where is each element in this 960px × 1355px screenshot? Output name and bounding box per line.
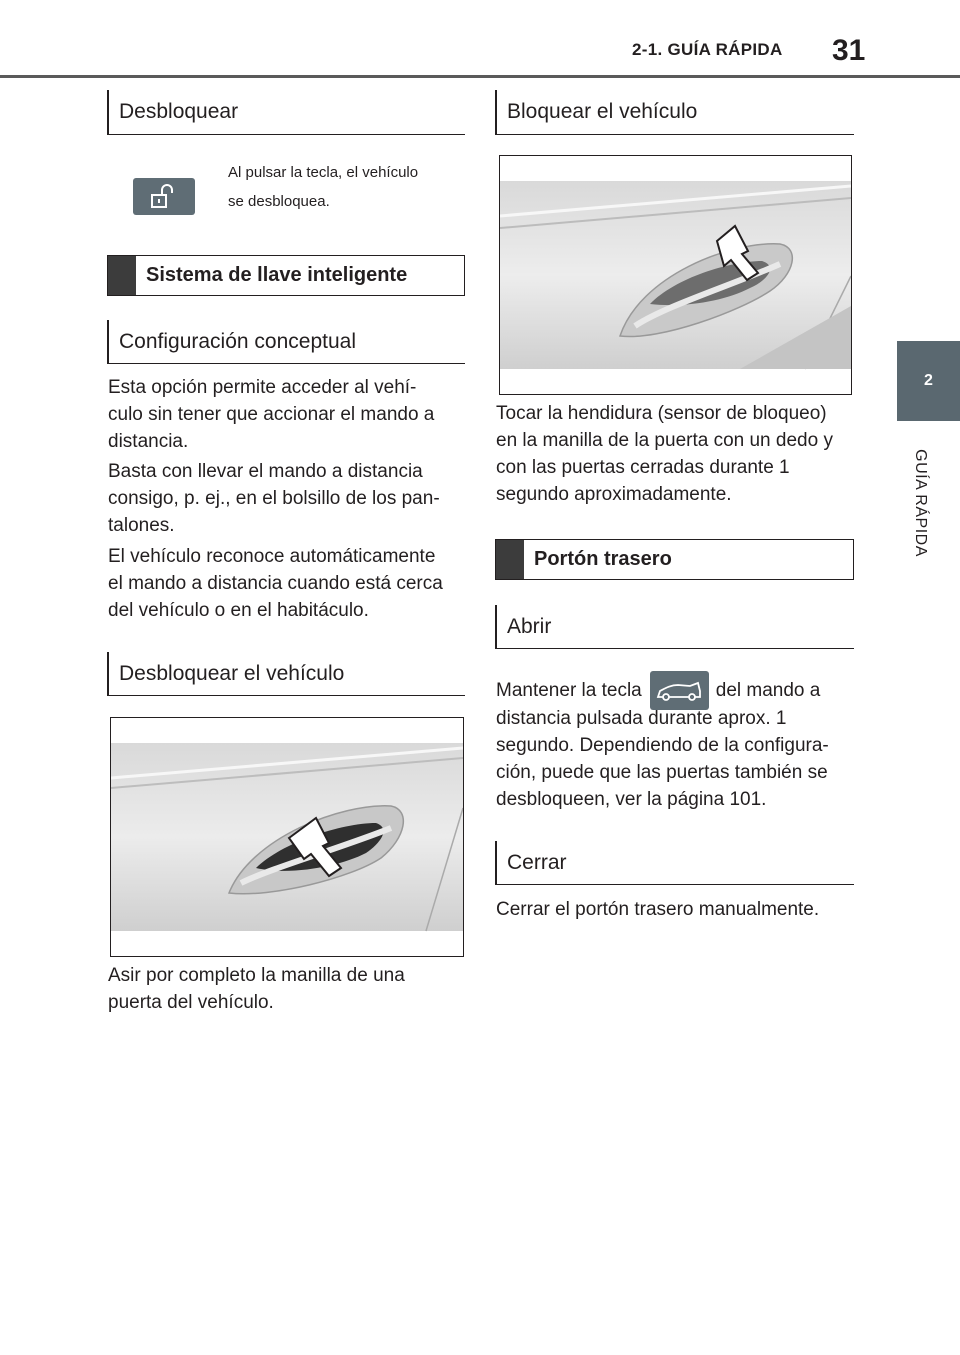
unlock-description: [228, 158, 468, 216]
heading-desbloquear-vehiculo: Desbloquear el vehículo: [107, 652, 465, 696]
heading-cerrar: Cerrar: [495, 841, 854, 885]
unlock-description-line: Al pulsar la tecla, el vehículo: [228, 164, 419, 181]
paragraph-cerrar: Cerrar el portón trasero manualmente.: [496, 899, 820, 920]
text-line: del vehículo o en el habitáculo.: [108, 600, 369, 621]
text-line: con las puertas cerradas durante 1: [496, 457, 790, 478]
text-line: segundo aproximadamente.: [496, 484, 732, 505]
text-line: segundo. Dependiendo de la configura-: [496, 735, 829, 756]
paragraph-bloquear: [496, 400, 866, 508]
heading-desbloquear: Desbloquear: [107, 90, 465, 135]
paragraph-3: [108, 543, 468, 624]
text-line: distancia.: [108, 431, 189, 452]
caption-left: [108, 962, 468, 1016]
text-line: el mando a distancia cuando está cerca: [108, 573, 443, 594]
text-line: consigo, p. ej., en el bolsillo de los pan-: [108, 488, 440, 509]
paragraph-1: [108, 374, 468, 455]
heading-configuracion: Configuración conceptual: [107, 320, 465, 364]
heading-porton-trasero: [495, 539, 854, 580]
door-handle-touch-illustration: [499, 155, 852, 395]
car-tailgate-icon: [654, 679, 704, 703]
heading-text: Portón trasero: [534, 548, 672, 570]
chapter-label: [870, 448, 960, 558]
running-header-section: 2-1. GUÍA RÁPIDA: [632, 40, 783, 59]
unlock-description-line: se desbloquea.: [228, 193, 330, 210]
text-fragment: Mantener la tecla: [496, 680, 642, 701]
heading-marker: [496, 540, 524, 579]
heading-abrir: Abrir: [495, 605, 854, 649]
unlock-key-button: [133, 178, 195, 215]
heading-marker: [108, 256, 136, 295]
paragraph-abrir: [496, 705, 866, 813]
header-rule: [0, 75, 960, 78]
text-line: Asir por completo la manilla de una: [108, 965, 405, 986]
heading-text: Sistema de llave inteligente: [146, 264, 408, 286]
paragraph-2: [108, 458, 468, 539]
heading-bloquear-vehiculo: Bloquear el vehículo: [495, 90, 854, 135]
text-line: El vehículo reconoce automáticamente: [108, 546, 436, 567]
text-line: puerta del vehículo.: [108, 992, 274, 1013]
door-handle-grab-illustration: [110, 717, 464, 957]
chapter-tab: 2: [897, 341, 960, 421]
text-line: desbloqueen, ver la página 101.: [496, 789, 767, 810]
heading-sistema-llave-inteligente: [107, 255, 465, 296]
page-number: 31: [832, 34, 866, 67]
text-line: en la manilla de la puerta con un dedo y: [496, 430, 833, 451]
text-line: distancia pulsada durante aprox. 1: [496, 708, 787, 729]
unlock-icon: [147, 184, 181, 210]
text-fragment: del mando a: [715, 680, 821, 701]
chapter-label-text: GUÍA RÁPIDA: [912, 449, 929, 557]
text-line: talones.: [108, 515, 175, 536]
text-line: Esta opción permite acceder al vehí-: [108, 377, 417, 398]
text-line: Tocar la hendidura (sensor de bloqueo): [496, 403, 827, 424]
text-line: culo sin tener que accionar el mando a: [108, 404, 435, 425]
text-line: ción, puede que las puertas también se: [496, 762, 828, 783]
text-line: Basta con llevar el mando a distancia: [108, 461, 423, 482]
